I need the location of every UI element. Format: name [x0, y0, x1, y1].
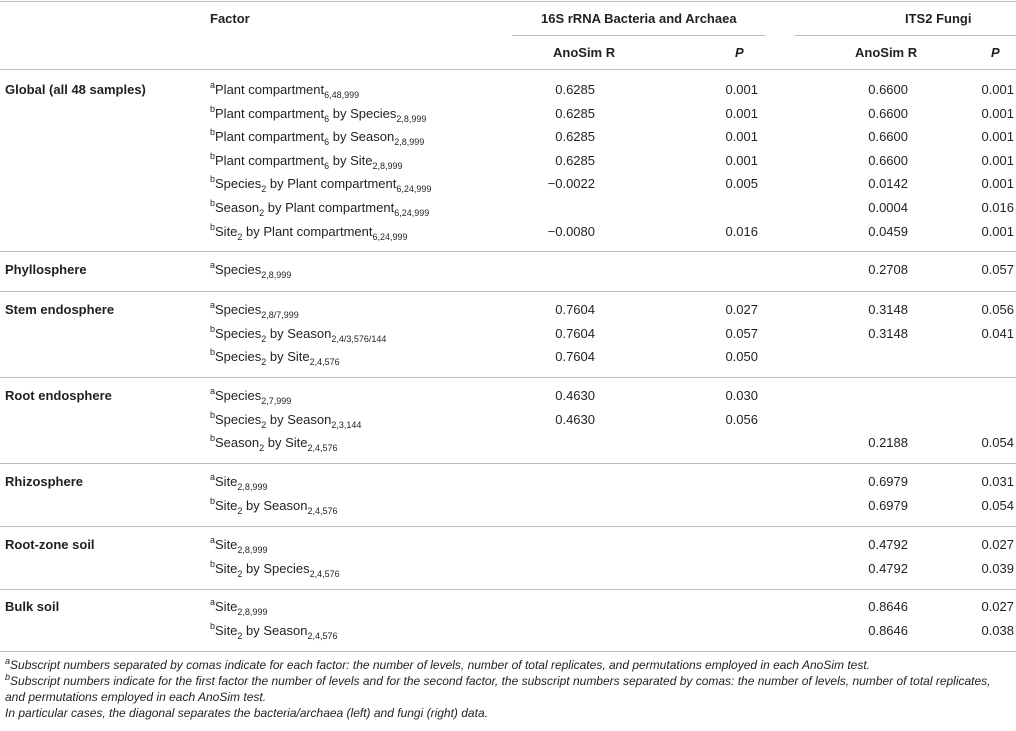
- fungi-p-value: 0.001: [981, 176, 1014, 192]
- bacteria-header-rule: [512, 35, 765, 36]
- factor-cell: [210, 323, 387, 344]
- group-separator: [0, 463, 1016, 464]
- factor-cell: [210, 103, 427, 124]
- factor-subscript: 2,8,999: [372, 160, 403, 171]
- fungi-p-value: 0.001: [981, 223, 1014, 239]
- factor-cell: [210, 127, 425, 148]
- factor-text: Species: [215, 388, 262, 403]
- factor-subscript: 2,8,999: [237, 482, 268, 492]
- factor-text: by Plant compartment: [264, 200, 395, 215]
- fungi-p-value: 0.039: [981, 560, 1014, 576]
- bacteria-anosim-r-value: 0.7604: [555, 325, 595, 341]
- fungi-p-value: 0.054: [981, 435, 1014, 451]
- bacteria-anosim-r-value: 0.7604: [555, 302, 595, 317]
- factor-marker: b: [210, 221, 216, 232]
- factor-cell: [210, 472, 268, 492]
- factor-text: by Site: [266, 349, 310, 365]
- bacteria-anosim-r-value: 0.6285: [555, 152, 595, 168]
- fungi-p-value: 0.057: [981, 262, 1014, 277]
- factor-text: Species: [215, 176, 262, 192]
- bacteria-anosim-r-value: 0.6285: [555, 82, 595, 97]
- bacteria-anosim-r-value: 0.6285: [555, 129, 595, 145]
- factor-subscript: 2: [237, 630, 243, 641]
- factor-text: Species: [215, 325, 262, 341]
- factor-text: by Season: [266, 325, 332, 341]
- factor-cell: [210, 198, 430, 218]
- bacteria-p-value: 0.016: [725, 223, 758, 239]
- group-separator: [0, 291, 1016, 292]
- footnote-text: Subscript numbers separated by comas indicate for each factor: the number of levels, number of total replicates, and permutations employed in each AnoSim test.: [10, 658, 871, 672]
- footnote: [5, 705, 1011, 721]
- header-factor: Factor: [210, 11, 250, 26]
- fungi-p-value: 0.056: [981, 302, 1014, 317]
- footnote-text: In particular cases, the diagonal separates the bacteria/archaea (left) and fungi (right) data.: [5, 706, 488, 720]
- factor-text: Site: [215, 599, 238, 614]
- factor-text: Site: [215, 497, 238, 513]
- factor-cell: [210, 150, 403, 171]
- factor-marker: b: [210, 127, 216, 138]
- factor-text: by Season: [266, 411, 332, 427]
- header-its2-fungi: ITS2 Fungi: [905, 11, 972, 26]
- factor-text: Site: [215, 223, 238, 239]
- bacteria-p-value: 0.030: [725, 388, 758, 403]
- fungi-p-value: 0.001: [981, 105, 1014, 121]
- header-bact-anosim-r: AnoSim R: [553, 45, 616, 60]
- bacteria-anosim-r-value: 0.4630: [555, 388, 595, 403]
- factor-subscript: 2,4,576: [307, 505, 338, 516]
- factor-subscript: 6,24,999: [396, 184, 432, 195]
- bacteria-p-value: 0.050: [725, 349, 758, 365]
- bacteria-p-value: 0.001: [725, 129, 758, 145]
- factor-cell: [210, 174, 432, 195]
- fungi-p-value: 0.054: [981, 497, 1014, 513]
- factor-subscript: 2,8/7,999: [261, 310, 299, 320]
- fungi-anosim-r-value: 0.0459: [868, 223, 908, 239]
- header-bact-p: P: [735, 45, 744, 60]
- factor-text: Site: [215, 560, 238, 576]
- fungi-anosim-r-value: 0.6600: [868, 105, 908, 121]
- factor-marker: b: [210, 198, 216, 208]
- factor-subscript: 2,8,999: [237, 545, 268, 555]
- header-bottom-rule: [0, 69, 1016, 70]
- factor-text: Plant compartment: [215, 105, 325, 121]
- factor-text: Site: [215, 622, 238, 638]
- fungi-anosim-r-value: 0.6600: [868, 129, 908, 145]
- factor-subscript: 6,48,999: [324, 90, 360, 100]
- header-fungi-p: P: [991, 45, 1000, 60]
- factor-cell: [210, 386, 292, 406]
- factor-subscript: 2: [261, 333, 267, 344]
- factor-subscript: 2: [237, 568, 243, 579]
- fungi-anosim-r-value: 0.0142: [868, 176, 908, 192]
- factor-cell: [210, 558, 340, 579]
- bacteria-p-value: 0.056: [725, 411, 758, 427]
- factor-marker: a: [210, 535, 216, 545]
- factor-subscript: 6: [324, 113, 330, 124]
- factor-cell: [210, 409, 362, 430]
- group-label: Phyllosphere: [5, 262, 87, 277]
- factor-subscript: 2,4,576: [309, 568, 340, 579]
- factor-marker: b: [210, 103, 216, 114]
- fungi-anosim-r-value: 0.4792: [868, 560, 908, 576]
- factor-subscript: 2,8,999: [237, 607, 268, 617]
- bacteria-p-value: 0.027: [725, 302, 758, 317]
- footnote-marker: b: [5, 672, 11, 682]
- fungi-anosim-r-value: 0.8646: [868, 622, 908, 638]
- factor-marker: a: [210, 300, 216, 310]
- factor-text: by Species: [242, 560, 310, 576]
- group-label: Bulk soil: [5, 599, 60, 614]
- factor-marker: b: [210, 495, 216, 506]
- factor-subscript: 2,8,999: [396, 113, 427, 124]
- factor-subscript: 2,3,144: [331, 419, 362, 430]
- bacteria-p-value: 0.001: [725, 105, 758, 121]
- factor-cell: [210, 300, 299, 320]
- factor-text: Plant compartment: [215, 82, 325, 97]
- group-separator: [0, 589, 1016, 590]
- fungi-p-value: 0.016: [981, 200, 1014, 215]
- factor-text: by Plant compartment: [242, 223, 373, 239]
- fungi-anosim-r-value: 0.6600: [868, 152, 908, 168]
- factor-subscript: 2,4,576: [309, 357, 340, 368]
- factor-cell: [210, 347, 340, 368]
- factor-text: by Season: [329, 129, 395, 145]
- factor-marker: b: [210, 558, 216, 569]
- group-separator: [0, 526, 1016, 527]
- group-label: Root-zone soil: [5, 537, 95, 552]
- fungi-anosim-r-value: 0.3148: [868, 302, 908, 317]
- factor-cell: [210, 221, 408, 242]
- factor-marker: a: [210, 597, 216, 607]
- factor-text: Species: [215, 411, 262, 427]
- factor-cell: [210, 495, 338, 516]
- group-separator: [0, 377, 1016, 378]
- fungi-anosim-r-value: 0.8646: [868, 599, 908, 614]
- factor-text: Plant compartment: [215, 129, 325, 145]
- factor-text: by Species: [329, 105, 397, 121]
- factor-cell: [210, 260, 292, 280]
- factor-text: Species: [215, 262, 262, 277]
- fungi-p-value: 0.031: [981, 474, 1014, 489]
- bottom-rule: [0, 651, 1016, 652]
- bacteria-p-value: 0.005: [725, 176, 758, 192]
- factor-text: Plant compartment: [215, 152, 325, 168]
- factor-subscript: 6: [324, 160, 330, 171]
- fungi-p-value: 0.038: [981, 622, 1014, 638]
- factor-subscript: 2: [261, 419, 267, 430]
- group-label: Rhizosphere: [5, 474, 84, 489]
- fungi-anosim-r-value: 0.4792: [868, 537, 908, 552]
- footnotes: [5, 657, 1011, 721]
- bacteria-anosim-r-value: 0.4630: [555, 411, 595, 427]
- factor-subscript: 2,4/3,576/144: [331, 333, 387, 344]
- factor-cell: [210, 597, 268, 617]
- factor-text: Season: [215, 435, 260, 451]
- bacteria-anosim-r-value: 0.6285: [555, 105, 595, 121]
- bacteria-p-value: 0.001: [725, 152, 758, 168]
- fungi-anosim-r-value: 0.6600: [868, 82, 908, 97]
- factor-marker: b: [210, 620, 216, 631]
- factor-marker: a: [210, 472, 216, 482]
- fungi-anosim-r-value: 0.6979: [868, 497, 908, 513]
- factor-subscript: 6,24,999: [394, 208, 430, 218]
- footnote-text: Subscript numbers indicate for the first factor the number of levels and for the second factor, the subscript numbers separated by comas: the number of levels, number of total replicates, and permutations employed in each AnoSim test.: [5, 674, 991, 704]
- bacteria-anosim-r-value: −0.0080: [547, 223, 595, 239]
- factor-subscript: 2,4,576: [307, 630, 338, 641]
- factor-marker: a: [210, 386, 216, 396]
- factor-marker: a: [210, 80, 216, 90]
- factor-cell: [210, 80, 360, 100]
- factor-text: by Site: [264, 435, 308, 451]
- factor-text: by Plant compartment: [266, 176, 397, 192]
- factor-cell: [210, 620, 338, 641]
- factor-cell: [210, 433, 338, 454]
- factor-subscript: 2: [237, 505, 243, 516]
- bacteria-anosim-r-value: 0.7604: [555, 349, 595, 365]
- fungi-anosim-r-value: 0.0004: [868, 200, 908, 215]
- factor-subscript: 2,4,576: [307, 443, 338, 454]
- factor-subscript: 2,8,999: [261, 270, 292, 280]
- fungi-p-value: 0.027: [981, 599, 1014, 614]
- bacteria-anosim-r-value: −0.0022: [547, 176, 595, 192]
- fungi-p-value: 0.001: [981, 129, 1014, 145]
- group-label: Root endosphere: [5, 388, 112, 403]
- factor-subscript: 6,24,999: [372, 231, 408, 242]
- factor-text: Season: [215, 200, 260, 215]
- factor-subscript: 2,7,999: [261, 396, 292, 406]
- factor-text: Species: [215, 302, 262, 317]
- header-bacteria-archaea: 16S rRNA Bacteria and Archaea: [541, 11, 737, 26]
- fungi-p-value: 0.027: [981, 537, 1014, 552]
- factor-marker: b: [210, 433, 216, 444]
- fungi-anosim-r-value: 0.2708: [868, 262, 908, 277]
- footnote: [5, 673, 1011, 705]
- factor-subscript: 6: [324, 137, 330, 148]
- factor-subscript: 2: [261, 184, 267, 195]
- factor-subscript: 2,8,999: [394, 137, 425, 148]
- fungi-header-rule: [795, 35, 1016, 36]
- fungi-anosim-r-value: 0.3148: [868, 325, 908, 341]
- fungi-p-value: 0.001: [981, 82, 1014, 97]
- factor-marker: b: [210, 347, 216, 358]
- top-rule: [0, 1, 1016, 2]
- fungi-anosim-r-value: 0.6979: [868, 474, 908, 489]
- group-label: Stem endosphere: [5, 302, 115, 317]
- bacteria-p-value: 0.057: [725, 325, 758, 341]
- factor-marker: b: [210, 409, 216, 420]
- factor-marker: b: [210, 150, 216, 161]
- group-label: Global (all 48 samples): [5, 82, 146, 97]
- factor-subscript: 2: [259, 443, 265, 454]
- factor-text: Site: [215, 537, 238, 552]
- factor-subscript: 2: [237, 231, 243, 242]
- bacteria-p-value: 0.001: [725, 82, 758, 97]
- factor-cell: [210, 535, 268, 555]
- factor-marker: b: [210, 323, 216, 334]
- factor-marker: a: [210, 260, 216, 270]
- factor-subscript: 2: [259, 208, 265, 218]
- factor-marker: b: [210, 174, 216, 185]
- footnote: [5, 657, 1011, 673]
- fungi-p-value: 0.041: [981, 325, 1014, 341]
- factor-subscript: 2: [261, 357, 267, 368]
- factor-text: Site: [215, 474, 238, 489]
- header-fungi-anosim-r: AnoSim R: [855, 45, 918, 60]
- factor-text: by Season: [242, 622, 308, 638]
- fungi-anosim-r-value: 0.2188: [868, 435, 908, 451]
- factor-text: by Site: [329, 152, 373, 168]
- factor-text: Species: [215, 349, 262, 365]
- factor-text: by Season: [242, 497, 308, 513]
- footnote-marker: a: [5, 656, 11, 666]
- group-separator: [0, 251, 1016, 252]
- fungi-p-value: 0.001: [981, 152, 1014, 168]
